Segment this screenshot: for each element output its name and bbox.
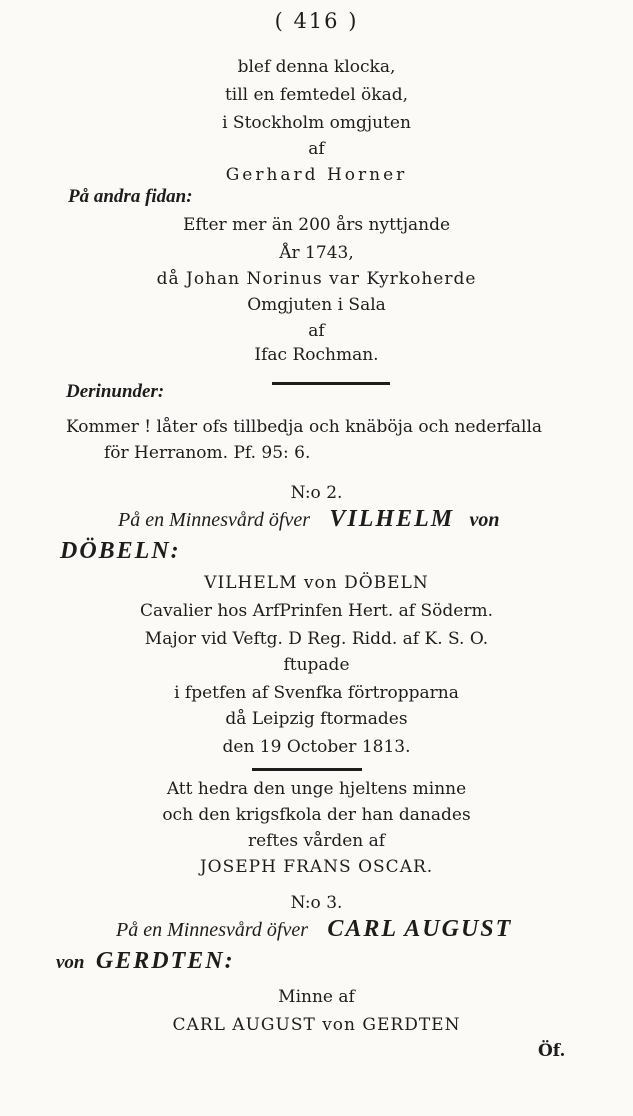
text-line: Gerhard Horner: [225, 165, 408, 185]
heading-text: von: [469, 509, 500, 531]
text-line: ftupade: [283, 655, 350, 675]
heading-name: CARL AUGUST: [327, 916, 513, 942]
heading-name: VILHELM: [329, 506, 455, 532]
text-line: Kommer ! låter ofs tillbedja och knäböja och nederfalla: [66, 417, 543, 437]
heading-text: På en Minnesvård öfver: [116, 919, 308, 941]
text-line: Ifac Rochman.: [254, 345, 379, 365]
heading-name: GERDTEN:: [95, 948, 235, 974]
section-number: N:o 3.: [290, 893, 343, 913]
section-heading: [116, 918, 512, 942]
text-line: för Herranom. Pf. 95: 6.: [104, 443, 311, 463]
section-heading: Derinunder:: [66, 381, 165, 402]
text-line: JOSEPH FRANS OSCAR.: [199, 857, 434, 877]
text-line: Efter mer än 200 års nyttjande: [182, 215, 451, 235]
text-line: i Stockholm omgjuten: [222, 113, 411, 133]
heading-name: DÖBELN:: [60, 538, 181, 564]
text-line: CARL AUGUST von GERDTEN: [172, 1015, 461, 1035]
text-line: af: [308, 139, 325, 159]
text-line: Omgjuten i Sala: [247, 295, 386, 315]
text-line: då Johan Norinus var Kyrkoherde: [156, 269, 477, 289]
text-line: År 1743,: [279, 243, 354, 263]
text-line: Minne af: [278, 987, 355, 1007]
catchword: Öf.: [538, 1041, 566, 1061]
section-heading: På andra fidan:: [68, 186, 193, 207]
separator-rule: [272, 382, 390, 385]
text-line: i fpetfen af Svenfka förtropparna: [174, 683, 459, 703]
text-line: Cavalier hos ArfPrinfen Hert. af Söderm.: [140, 601, 493, 621]
section-number: N:o 2.: [290, 483, 343, 503]
heading-text: På en Minnesvård öfver: [118, 509, 310, 531]
text-line: VILHELM von DÖBELN: [204, 573, 429, 593]
text-line: Att hedra den unge hjeltens minne: [166, 779, 467, 799]
page-number: ( 416 ): [274, 9, 359, 33]
text-line: då Leipzig ftormades: [225, 709, 408, 729]
text-line: blef denna klocka,: [237, 57, 396, 77]
heading-text: von: [56, 952, 85, 973]
text-line: af: [308, 321, 325, 341]
text-line: och den krigsfkola der han danades: [162, 805, 471, 825]
text-line: till en femtedel ökad,: [224, 85, 409, 105]
section-heading: [56, 950, 235, 974]
text-line: Major vid Veftg. D Reg. Ridd. af K. S. O.: [144, 629, 489, 649]
text-line: den 19 October 1813.: [222, 737, 411, 757]
separator-rule: [252, 768, 362, 771]
section-heading: [118, 508, 499, 532]
text-line: reftes vården af: [247, 831, 386, 851]
